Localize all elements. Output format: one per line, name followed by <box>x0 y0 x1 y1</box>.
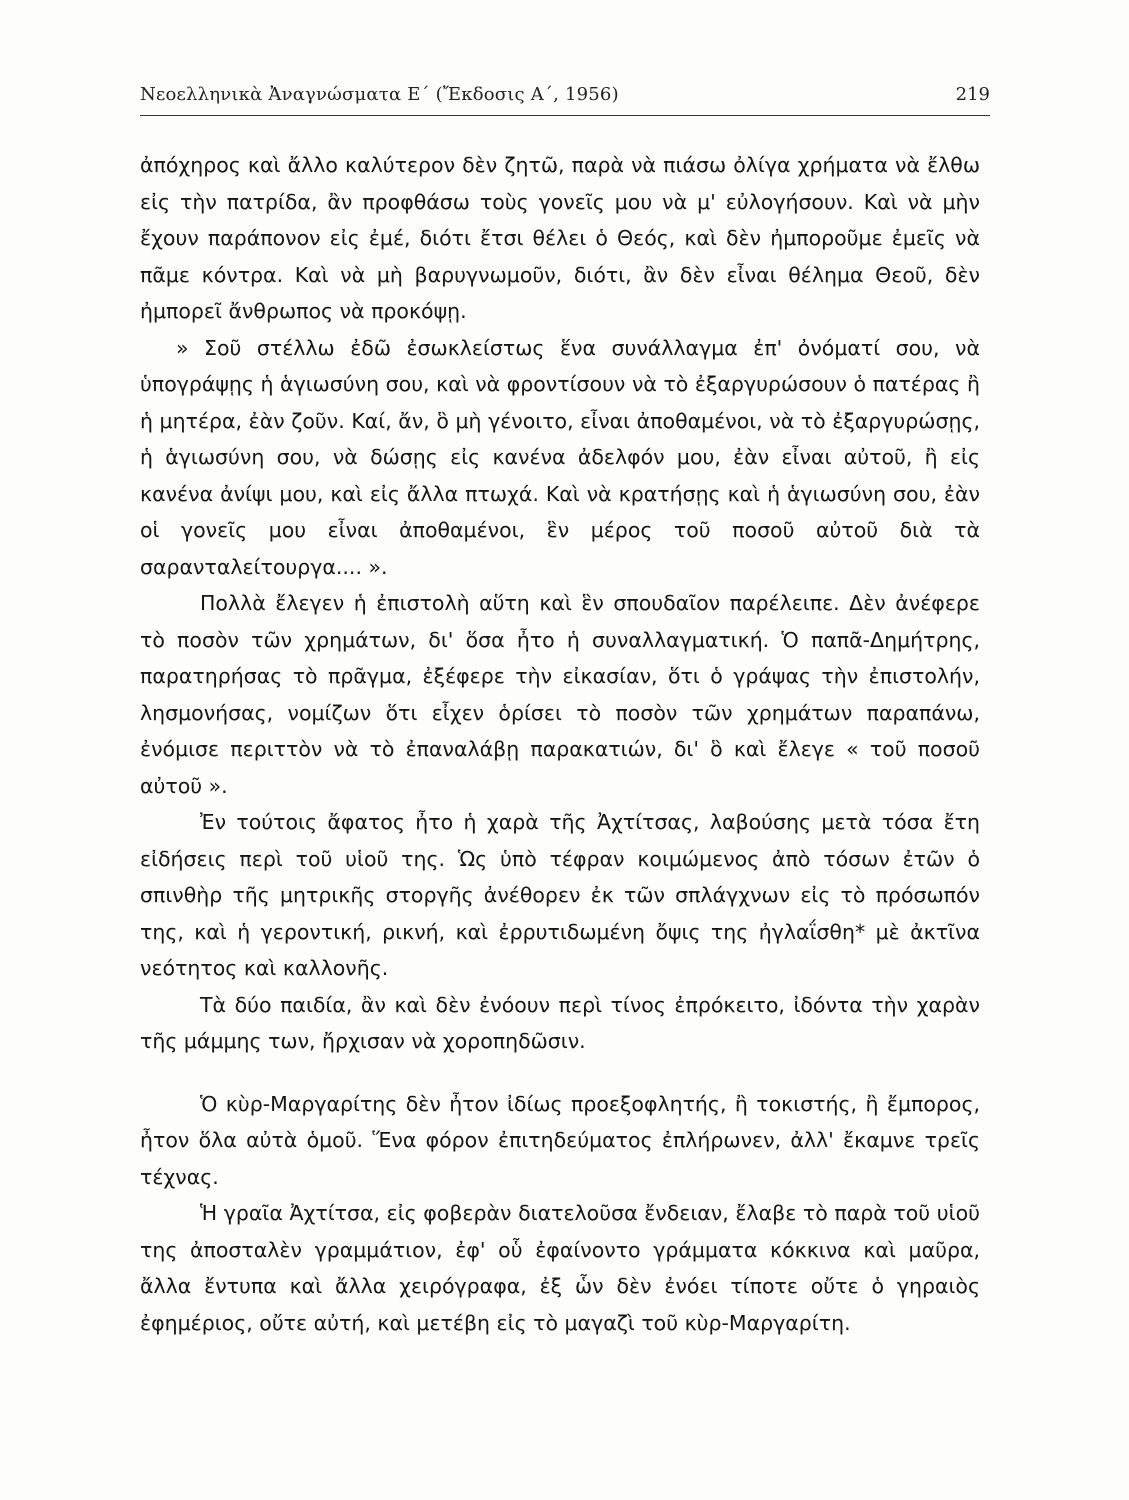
paragraph: Τὰ δύο παιδία, ἂν καὶ δὲν ἐνόουν περὶ τίνος ἐπρόκειτο, ἰδόντα τὴν χαρὰν τῆς μάμμης των, ἤρχισαν νὰ χοροπηδῶσιν. <box>140 992 980 1053</box>
body-text <box>140 147 980 1341</box>
paragraph: ἀπόχηρος καὶ ἄλλο καλύτερον δὲν ζητῶ, παρὰ νὰ πιάσω ὀλίγα χρήματα νὰ ἔλθω εἰς τὴν πατρίδα, ἂν προφθάσω τοὺς γονεῖς μου νὰ μ' εὐλογήσουν. Καὶ νὰ μὴν ἔχουν παράπονον εἰς ἐμέ, διότι ἔτσι θέλει ὁ Θεός, καὶ δὲν ἠμποροῦμε ἐμεῖς νὰ πᾶμε κόντρα. Καὶ νὰ μὴ βαρυγνωμοῦν, διότι, ἂν δὲν εἶναι θέλημα Θεοῦ, δὲν ἠμπορεῖ ἄνθρωπος νὰ προκόψῃ. <box>140 153 980 323</box>
running-head <box>140 80 990 114</box>
paragraph: Ἐν τούτοις ἄφατος ἦτο ἡ χαρὰ τῆς Ἀχτίτσας, λαβούσης μετὰ τόσα ἔτη εἰδήσεις περὶ τοῦ υἱοῦ της. Ὡς ὑπὸ τέφραν κοιμώμενος ἀπὸ τόσων ἐτῶν ὁ σπινθὴρ τῆς μητρικῆς στοργῆς ἀνέθορεν ἐκ τῶν σπλάγχνων εἰς τὸ πρόσωπόν της, καὶ ἡ γεροντική, ρικνή, καὶ ἐρρυτιδωμένη ὄψις της ἠγλαΐσθη* μὲ ἀκτῖνα νεότητος καὶ καλλονῆς. <box>140 810 980 980</box>
paragraph: Ὁ κὺρ-Μαργαρίτης δὲν ἦτον ἰδίως προεξοφλητής, ἢ τοκιστής, ἢ ἔμπορος, ἦτον ὅλα αὐτὰ ὁμοῦ. Ἕνα φόρον ἐπιτηδεύματος ἐπλήρωνεν, ἀλλ' ἔκαμνε τρεῖς τέχνας. <box>140 1091 980 1189</box>
paragraph: Πολλὰ ἔλεγεν ἡ ἐπιστολὴ αὕτη καὶ ἓν σπουδαῖον παρέλειπε. Δὲν ἀνέφερε τὸ ποσὸν τῶν χρημάτων, δι' ὅσα ἦτο ἡ συναλλαγματική. Ὁ παπᾶ-Δημήτρης, παρατηρήσας τὸ πρᾶγμα, ἐξέφερε τὴν εἰκασίαν, ὅτι ὁ γράψας τὴν ἐπιστολήν, λησμονήσας, νομίζων ὅτι εἶχεν ὁρίσει τὸ ποσὸν τῶν χρημάτων παραπάνω, ἐνόμισε περιττὸν νὰ τὸ ἐπαναλάβῃ παρακατιών, δι' ὃ καὶ ἔλεγε « τοῦ ποσοῦ αὐτοῦ ». <box>140 591 980 798</box>
page-number: 219 <box>955 84 990 105</box>
paragraph: Ἡ γραῖα Ἀχτίτσα, εἰς φοβερὰν διατελοῦσα ἔνδειαν, ἔλαβε τὸ παρὰ τοῦ υἱοῦ της ἀποσταλὲν γραμμάτιον, ἐφ' οὗ ἐφαίνοντο γράμματα κόκκινα καὶ μαῦρα, ἄλλα ἔντυπα καὶ ἄλλα χειρόγραφα, ἐξ ὧν δὲν ἐνόει τίποτε οὔτε ὁ γηραιὸς ἐφημέριος, οὔτε αὐτή, καὶ μετέβη εἰς τὸ μαγαζὶ τοῦ κὺρ-Μαργαρίτη. <box>140 1201 980 1335</box>
header-rule <box>140 115 990 116</box>
paragraph: » Σοῦ στέλλω ἐδῶ ἐσωκλείστως ἕνα συνάλλαγμα ἐπ' ὀνόματί σου, νὰ ὑπογράψῃς ἡ ἁγιωσύνη σου, καὶ νὰ φροντίσουν νὰ τὸ ἐξαργυρώσουν ὁ πατέρας ἢ ἡ μητέρα, ἐὰν ζοῦν. Καί, ἄν, ὃ μὴ γένοιτο, εἶναι ἀποθαμένοι, νὰ τὸ ἐξαργυρώσῃς, ἡ ἁγιωσύνη σου, νὰ δώσῃς εἰς κανένα ἀδελφόν μου, ἐὰν εἶναι αὐτοῦ, ἢ εἰς κανένα ἀνίψι μου, καὶ εἰς ἄλλα πτωχά. Καὶ νὰ κρατήσῃς καὶ ἡ ἁγιωσύνη σου, ἐὰν οἱ γονεῖς μου εἶναι ἀποθαμένοι, ἓν μέρος τοῦ ποσοῦ αὐτοῦ διὰ τὰ σαρανταλείτουργα.... ». <box>140 335 980 579</box>
book-title: Νεοελληνικὰ Ἀναγνώσματα Ε΄ (Ἔκδοσις Α΄, 1956) <box>140 84 619 105</box>
